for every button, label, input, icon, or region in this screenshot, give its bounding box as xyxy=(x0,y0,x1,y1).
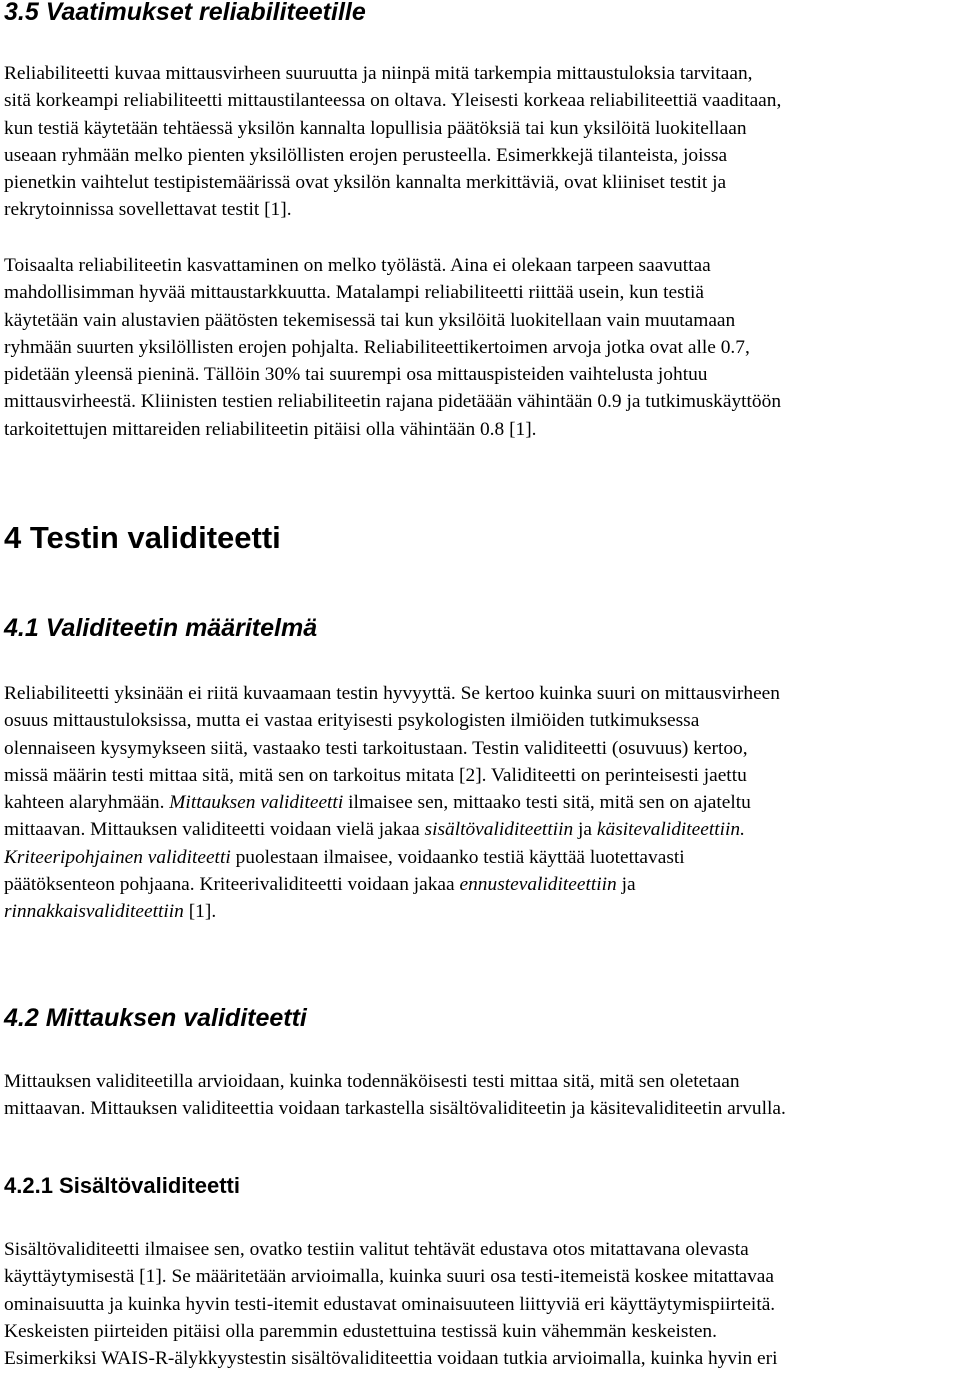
text-run: ja xyxy=(573,819,597,841)
text-line xyxy=(4,816,960,843)
paragraph-reliability-effort xyxy=(4,252,960,443)
text-line: ominaisuutta ja kuinka hyvin testi-itemit edustavat ominaisuuteen liittyviä eri käyttäytymispiirteitä. xyxy=(4,1293,776,1315)
text-line: pidetään yleensä pieninä. Tällöin 30% tai suurempi osa mittauspisteiden vaihtelusta johtuu xyxy=(4,364,708,386)
text-line xyxy=(4,680,960,707)
text-line: mittaavan. Mittauksen validiteettia voidaan tarkastella sisältövaliditeetin ja käsitevaliditeetin arvulla. xyxy=(4,1098,786,1120)
text-run: osuus mittaustuloksissa, mutta ei vastaa erityisesti psykologisten ilmiöiden tutkimuksessa xyxy=(4,710,700,732)
paragraph-reliability-requirements xyxy=(4,60,960,224)
italic-term: sisältövaliditeettiin xyxy=(424,819,574,841)
text-line xyxy=(4,735,960,762)
text-line: ryhmään suurten yksilöllisten erojen pohjalta. Reliabiliteettikertoimen arvoja jotka ovat alle 0.7, xyxy=(4,336,750,358)
text-line: käyttäytymisestä [1]. Se määritetään arvioimalla, kuinka suuri osa testi-itemeistä koskee mitattavaa xyxy=(4,1266,774,1288)
text-line: Mittauksen validiteetilla arvioidaan, kuinka todennäköisesti testi mittaa sitä, mitä sen oletetaan xyxy=(4,1071,740,1092)
text-line: Toisaalta reliabiliteetin kasvattaminen on melko työlästä. Aina ei olekaan tarpeen saavuttaa xyxy=(4,255,711,276)
text-line: useaan ryhmään melko pienten yksilöllisten erojen perusteella. Esimerkkejä tilanteista, joissa xyxy=(4,144,728,166)
text-line xyxy=(4,762,960,789)
paragraph-measurement-validity xyxy=(4,1068,960,1123)
text-line: käytetään vain alustavien päätösten tekemisessä tai kun yksilöitä luokitellaan vain muutamaan xyxy=(4,309,736,331)
text-run: päätöksenteon pohjaana. Kriteerivaliditeetti voidaan jakaa xyxy=(4,874,460,896)
text-line xyxy=(4,871,960,898)
italic-term: rinnakkaisvaliditeettiin xyxy=(4,901,184,923)
text-run: [1]. xyxy=(183,901,217,923)
text-run: ja xyxy=(616,874,636,896)
paragraph-validity-definition xyxy=(4,680,960,926)
text-run: mittaavan. Mittauksen validiteetti voidaan vielä jakaa xyxy=(4,819,425,841)
text-line: tarkoitettujen mittareiden reliabiliteetin pitäisi olla vähintään 0.8 [1]. xyxy=(4,418,537,440)
heading-4-2: 4.2 Mittauksen validiteetti xyxy=(4,1004,307,1032)
text-run: ilmaisee sen, mittaako testi sitä, mitä sen on ajateltu xyxy=(343,792,751,814)
text-line xyxy=(4,707,960,734)
text-line xyxy=(4,789,960,816)
text-line xyxy=(4,898,960,925)
text-line: Sisältövaliditeetti ilmaisee sen, ovatko testiin valitut tehtävät edustava otos mitattavana olevasta xyxy=(4,1239,749,1260)
text-line: sitä korkeampi reliabiliteetti mittaustilanteessa on oltava. Yleisesti korkeaa reliabiliteettiä vaaditaan, xyxy=(4,90,782,112)
text-line: pienetkin vaihtelut testipistemäärissä ovat yksilön kannalta merkittäviä, ovat kliiniset testit ja xyxy=(4,172,727,194)
text-run: Reliabiliteetti yksinään ei riitä kuvaamaan testin hyvyyttä. Se kertoo kuinka suuri on mittausvirheen xyxy=(4,683,780,704)
text-line: rekrytoinnissa sovellettavat testit [1]. xyxy=(4,199,292,221)
text-line: Esimerkiksi WAIS-R-älykkyystestin sisältövaliditeettia voidaan tutkia arvioimalla, kuinka hyvin eri xyxy=(4,1348,778,1370)
paragraph-content-validity xyxy=(4,1236,960,1372)
italic-term: Mittauksen validiteetti xyxy=(169,792,344,814)
text-line: Reliabiliteetti kuvaa mittausvirheen suuruutta ja niinpä mitä tarkempia mittaustuloksia tarvitaan, xyxy=(4,63,753,84)
text-run: kahteen alaryhmään. xyxy=(4,792,170,814)
heading-4-2-1: 4.2.1 Sisältövaliditeetti xyxy=(4,1173,240,1198)
heading-4-1: 4.1 Validiteetin määritelmä xyxy=(4,614,318,642)
italic-term: käsitevaliditeettiin. xyxy=(596,819,745,841)
text-line: Keskeisten piirteiden pitäisi olla paremmin edustettuina testissä kuin vähemmän keskeisten. xyxy=(4,1320,717,1342)
text-run: olennaiseen kysymykseen siitä, vastaako testi tarkoitustaan. Testin validiteetti (osuvuus) kertoo, xyxy=(4,737,748,759)
text-line: kun testiä käytetään tehtäessä yksilön kannalta lopullisia päätöksiä tai kun yksilöitä luokitellaan xyxy=(4,117,747,139)
heading-4: 4 Testin validiteetti xyxy=(4,520,281,555)
text-run: missä määrin testi mittaa sitä, mitä sen on tarkoitus mitata [2]. Validiteetti on perinteisesti jaettu xyxy=(4,764,747,786)
text-line: mahdollisimman hyvää mittaustarkkuutta. Matalampi reliabiliteetti riittää usein, kun testiä xyxy=(4,282,705,304)
text-line xyxy=(4,844,960,871)
italic-term: ennustevaliditeettiin xyxy=(459,874,617,896)
text-line: mittausvirheestä. Kliinisten testien reliabiliteetin rajana pidetäään vähintään 0.9 ja tutkimuskäyttöön xyxy=(4,391,782,413)
text-run: puolestaan ilmaisee, voidaanko testiä käyttää luotettavasti xyxy=(230,846,685,868)
heading-3-5: 3.5 Vaatimukset reliabiliteetille xyxy=(4,0,366,26)
italic-term: Kriteeripohjainen validiteetti xyxy=(4,846,231,868)
